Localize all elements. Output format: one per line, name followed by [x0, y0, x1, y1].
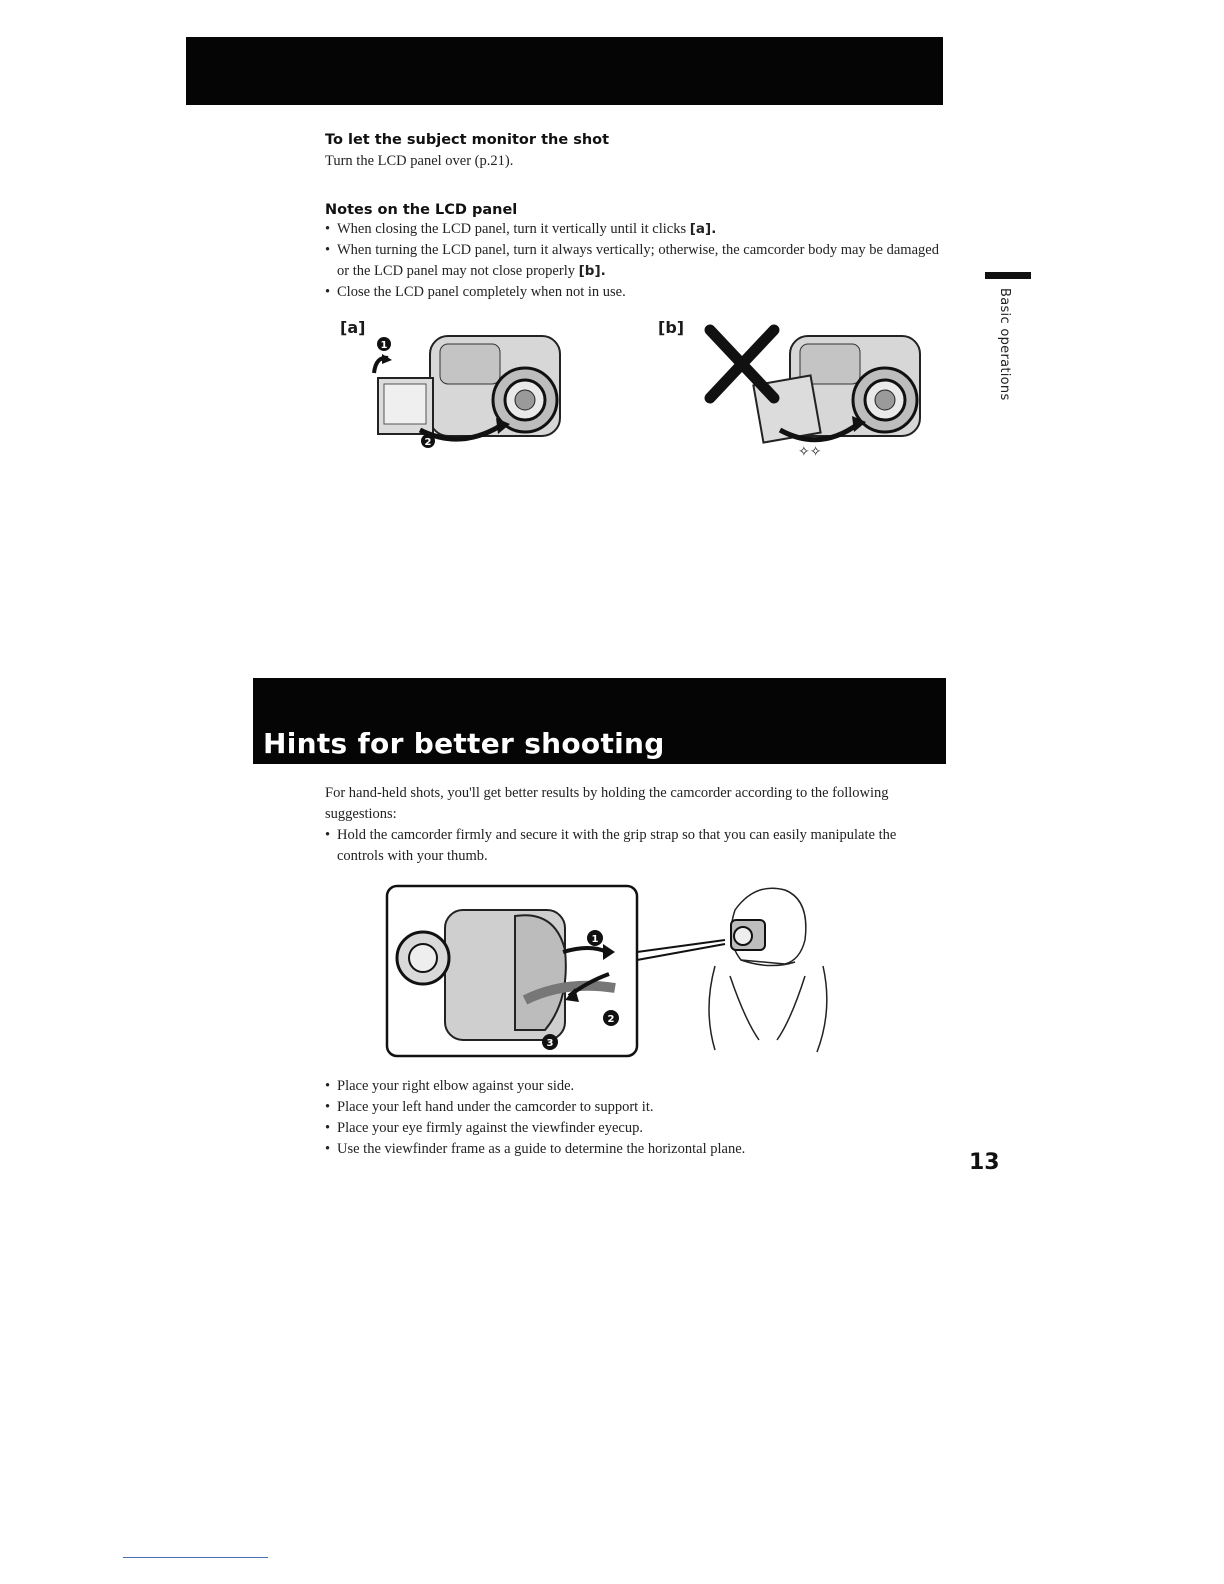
svg-text:3: 3: [546, 1038, 554, 1049]
note-text: When turning the LCD panel, turn it always vertically; otherwise, the camcorder body may be damaged or the LCD panel may not close properly: [337, 242, 939, 279]
list-item: [325, 240, 945, 282]
header-bar: [186, 37, 943, 105]
svg-text:1: 1: [591, 934, 599, 945]
section-tab-marker: [985, 272, 1031, 279]
list-item: [325, 219, 945, 240]
hints-second-list: [325, 1076, 945, 1160]
figure-ref-a: [a].: [689, 221, 717, 237]
footer-rule: [123, 1557, 268, 1558]
svg-text:1: 1: [380, 340, 388, 351]
holding-camcorder-illustration: [385, 880, 835, 1065]
list-item: • Place your left hand under the camcorder to support it.: [325, 1097, 945, 1118]
camcorder-wrong-way-illustration: [700, 318, 950, 468]
figure-a-label: [a]: [340, 318, 366, 337]
hints-first-list: [325, 825, 925, 867]
subject-monitor-heading: To let the subject monitor the shot: [325, 132, 610, 148]
hints-intro: For hand-held shots, you'll get better results by holding the camcorder according to the following suggestions:: [325, 785, 889, 822]
list-item: [325, 282, 945, 303]
page-number: 13: [969, 1150, 1000, 1175]
figure-b-label: [b]: [658, 318, 685, 337]
svg-text:✧✧: ✧✧: [798, 444, 822, 460]
note-text: Close the LCD panel completely when not in use.: [337, 284, 626, 300]
list-item: • Place your eye firmly against the viewfinder eyecup.: [325, 1118, 945, 1139]
svg-text:2: 2: [424, 437, 432, 448]
section-title: Hints for better shooting: [263, 727, 665, 760]
list-item: • Hold the camcorder firmly and secure it with the grip strap so that you can easily manipulate the controls with your thumb.: [325, 825, 925, 867]
figure-ref-b: [b].: [578, 263, 606, 279]
lcd-notes-list: [325, 219, 945, 303]
section-banner: [253, 678, 946, 764]
subject-monitor-text: Turn the LCD panel over (p.21).: [325, 153, 514, 169]
side-tab-label: Basic operations: [997, 288, 1012, 401]
svg-text:2: 2: [607, 1014, 615, 1025]
notes-heading: Notes on the LCD panel: [325, 202, 518, 218]
list-item: • Place your right elbow against your side.: [325, 1076, 945, 1097]
list-item: • Use the viewfinder frame as a guide to determine the horizontal plane.: [325, 1139, 945, 1160]
camcorder-closing-illustration: [360, 318, 590, 458]
note-text: When closing the LCD panel, turn it vertically until it clicks: [337, 221, 687, 237]
